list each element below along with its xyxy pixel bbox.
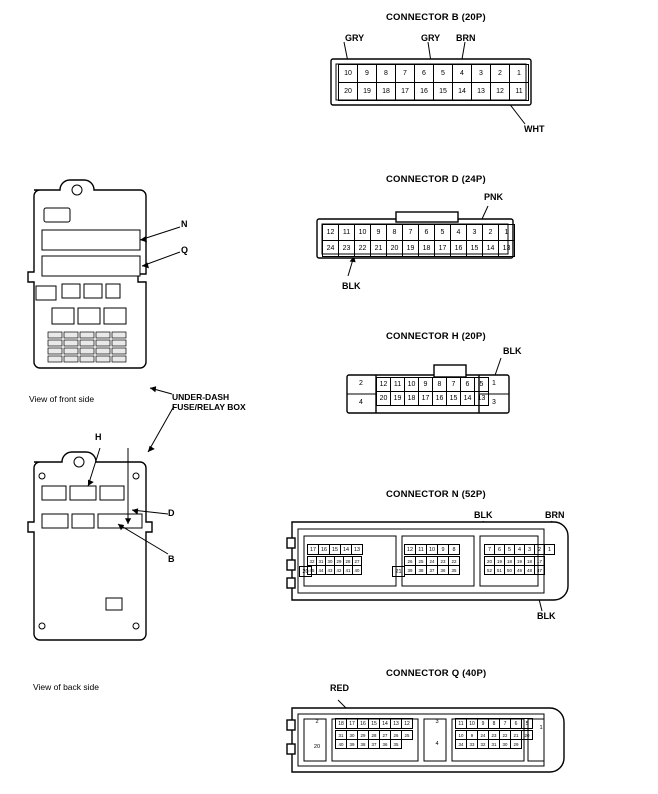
connector-d-wire-label-pnk: PNK <box>484 192 504 202</box>
table-row: 17 16 15 14 13 <box>308 545 363 555</box>
table-row: 11 10 9 8 7 6 5 <box>456 719 533 729</box>
connector-q-left-lower-rows <box>335 730 413 749</box>
connector-n-center-mid-row <box>404 556 460 575</box>
connector-b-wire-label-wht: WHT <box>524 124 545 134</box>
connector-q-title: CONNECTOR Q (40P) <box>386 668 487 679</box>
connector-h-left-pin-4: 4 <box>359 399 363 406</box>
table-row: 45 44 43 42 41 40 <box>308 566 362 575</box>
connector-n-left-top-row <box>307 544 363 555</box>
table-row: 12 11 10 9 8 7 6 5 <box>377 378 489 392</box>
connector-q-wire-label-red: RED <box>330 683 350 693</box>
table-row: 24 23 22 21 20 19 18 17 16 15 14 13 <box>323 241 515 257</box>
connector-n-left-side-pin <box>299 566 312 577</box>
table-row: 40 39 38 37 36 35 <box>336 740 413 749</box>
table-row: 10 9 24 23 22 21 20 <box>456 731 533 740</box>
table-row: 10 9 8 7 6 5 4 3 2 1 <box>339 65 529 83</box>
connector-h-pin-table <box>376 377 489 406</box>
table-row: 31 30 29 28 27 26 25 <box>336 731 413 740</box>
table-row: 12 11 10 9 8 7 6 5 4 3 2 1 <box>323 225 515 241</box>
connector-b-wire-label-gry-1: GRY <box>345 33 365 43</box>
fuse-box-label-leaders <box>140 380 210 470</box>
table-row: 20 19 18 19 18 17 <box>485 557 545 566</box>
connector-n-wire-label-blk-bottom: BLK <box>537 611 556 621</box>
connector-q-left-top-row <box>335 718 413 729</box>
connector-n-wire-label-blk-top: BLK <box>474 510 493 520</box>
back-view-caption: View of back side <box>33 682 99 692</box>
connector-n-wire-label-brn: BRN <box>545 510 565 520</box>
connector-h-left-pin-2: 2 <box>359 380 363 387</box>
back-callout-d: D <box>168 508 175 518</box>
connector-n-right-top-row <box>484 544 555 555</box>
connector-h-wire-label-blk: BLK <box>503 346 522 356</box>
connector-q-group-right <box>455 718 533 749</box>
fuse-box-label-line2: FUSE/RELAY BOX <box>172 402 246 412</box>
connector-q-mid-pin-3: 3 <box>435 719 439 725</box>
connector-q-mid-pin-4: 4 <box>435 741 439 747</box>
connector-d-pin-table <box>322 224 515 257</box>
connector-n-group-center <box>404 544 460 575</box>
connector-d-title: CONNECTOR D (24P) <box>386 174 486 185</box>
front-view-caption: View of front side <box>29 394 95 404</box>
fuse-box-label-line1: UNDER-DASH <box>172 392 230 402</box>
connector-q-right-top-row <box>455 718 533 729</box>
connector-n-right-mid-row <box>484 556 545 575</box>
connector-n-left-mid-row <box>307 556 362 575</box>
connector-b-wire-label-brn: BRN <box>456 33 476 43</box>
connector-h-right-pin-3: 3 <box>492 399 496 406</box>
table-row: 21 <box>393 567 405 577</box>
table-row: 32 31 30 29 28 27 <box>308 557 362 566</box>
connector-h-right-pin-1: 1 <box>492 380 496 387</box>
table-row: 26 25 24 23 22 <box>405 557 460 566</box>
table-row: 20 19 18 17 16 15 14 13 <box>377 392 489 406</box>
connector-q-right-pin-1: 1 <box>539 725 543 731</box>
front-callout-q: Q <box>181 245 189 255</box>
table-row: 12 11 10 9 8 <box>405 545 460 555</box>
back-callout-h: H <box>95 432 102 442</box>
connector-b-wire-label-gry-2: GRY <box>421 33 441 43</box>
connector-q-right-lower-rows <box>455 730 533 749</box>
fuse-box-front-view <box>22 168 162 390</box>
connector-n-center-side-pin <box>392 566 405 577</box>
connector-b-pin-table <box>338 64 529 101</box>
connector-d-wire-label-blk: BLK <box>342 281 361 291</box>
connector-n-center-top-row <box>404 544 460 555</box>
connector-q-group-left <box>335 718 413 749</box>
connector-n-title: CONNECTOR N (52P) <box>386 489 486 500</box>
connector-n-group-right <box>484 544 555 575</box>
table-row: 20 19 18 17 16 15 14 13 12 11 <box>339 83 529 101</box>
table-row: 39 38 37 36 35 <box>405 566 460 575</box>
table-row: 18 17 16 15 14 13 12 <box>336 719 413 729</box>
connector-h-title: CONNECTOR H (20P) <box>386 331 486 342</box>
connector-b-title: CONNECTOR B (20P) <box>386 12 486 23</box>
table-row: 7 6 5 4 3 2 1 <box>485 545 555 555</box>
back-callout-b: B <box>168 554 175 564</box>
connector-q-left-pin-20: 20 <box>313 744 321 750</box>
connector-n-group-left <box>307 544 363 575</box>
front-view-callout-leaders <box>118 218 188 278</box>
connector-q-left-pin-2: 2 <box>315 719 319 725</box>
front-callout-n: N <box>181 219 188 229</box>
table-row: 34 33 32 31 30 29 <box>456 740 533 749</box>
table-row: 20 <box>300 567 312 577</box>
table-row: 52 51 50 49 48 47 <box>485 566 545 575</box>
